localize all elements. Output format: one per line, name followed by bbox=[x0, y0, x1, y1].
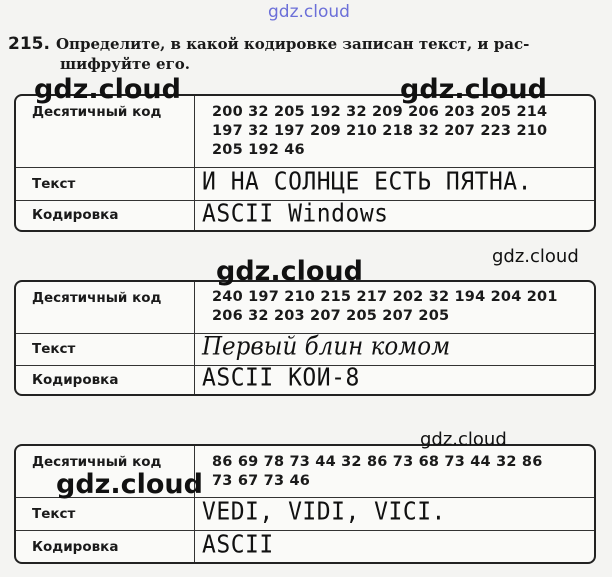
text-label: Текст bbox=[32, 506, 76, 522]
code-line: 200 32 205 192 32 209 206 203 205 214 bbox=[212, 104, 548, 120]
table-3-encoding-row bbox=[16, 530, 594, 562]
divider bbox=[194, 201, 195, 230]
task-number: 215. bbox=[8, 34, 50, 54]
code-line: 73 67 73 46 bbox=[212, 473, 311, 489]
watermark: gdz.cloud bbox=[216, 256, 363, 287]
text-label: Текст bbox=[32, 341, 76, 357]
table-1-encoding-row bbox=[16, 200, 594, 230]
divider bbox=[194, 168, 195, 200]
decoded-text: И НА СОЛНЦЕ ЕСТЬ ПЯТНА. bbox=[202, 167, 532, 197]
table-2-code-row bbox=[16, 282, 594, 333]
divider bbox=[194, 282, 195, 333]
code-label: Десятичный код bbox=[32, 454, 162, 470]
table-2-encoding-row bbox=[16, 365, 594, 394]
watermark: gdz.cloud bbox=[400, 74, 547, 105]
table-1-text-row bbox=[16, 167, 594, 200]
task-text-line1: Определите, в какой кодировке записан текст, и рас- bbox=[55, 35, 530, 53]
table-2 bbox=[14, 280, 596, 396]
table-3 bbox=[14, 444, 596, 564]
divider bbox=[194, 366, 195, 394]
decoded-text: Первый блин комом bbox=[202, 332, 451, 362]
encoding-value: ASCII bbox=[202, 530, 274, 560]
code-line: 206 32 203 207 205 207 205 bbox=[212, 308, 450, 324]
watermark: gdz.cloud bbox=[56, 469, 203, 500]
decimal-codes bbox=[212, 288, 586, 326]
divider bbox=[194, 334, 195, 365]
table-2-text-row bbox=[16, 333, 594, 365]
code-line: 86 69 78 73 44 32 86 73 68 73 44 32 86 bbox=[212, 454, 543, 470]
task-statement bbox=[8, 34, 598, 74]
divider bbox=[194, 498, 195, 530]
encoding-value: ASCII КОИ-8 bbox=[202, 363, 360, 393]
table-3-text-row bbox=[16, 497, 594, 530]
code-label: Десятичный код bbox=[32, 104, 162, 120]
watermark-top: gdz.cloud bbox=[268, 2, 350, 22]
divider bbox=[194, 531, 195, 562]
table-1-code-row bbox=[16, 96, 594, 167]
watermark: gdz.cloud bbox=[420, 429, 507, 450]
encoding-label: Кодировка bbox=[32, 372, 119, 388]
encoding-label: Кодировка bbox=[32, 539, 119, 555]
task-text-line2: шифруйте его. bbox=[60, 55, 191, 73]
watermark: gdz.cloud bbox=[492, 246, 579, 267]
table-1 bbox=[14, 94, 596, 232]
code-line: 240 197 210 215 217 202 32 194 204 201 bbox=[212, 289, 558, 305]
decoded-text: VEDI, VIDI, VICI. bbox=[202, 497, 446, 527]
divider bbox=[194, 96, 195, 167]
decimal-codes bbox=[212, 453, 586, 491]
code-line: 197 32 197 209 210 218 32 207 223 210 bbox=[212, 123, 548, 139]
decimal-codes bbox=[212, 103, 586, 160]
watermark: gdz.cloud bbox=[34, 74, 181, 105]
code-line: 205 192 46 bbox=[212, 142, 305, 158]
encoding-label: Кодировка bbox=[32, 207, 119, 223]
code-label: Десятичный код bbox=[32, 290, 162, 306]
encoding-value: ASCII Windows bbox=[202, 199, 389, 229]
text-label: Текст bbox=[32, 176, 76, 192]
